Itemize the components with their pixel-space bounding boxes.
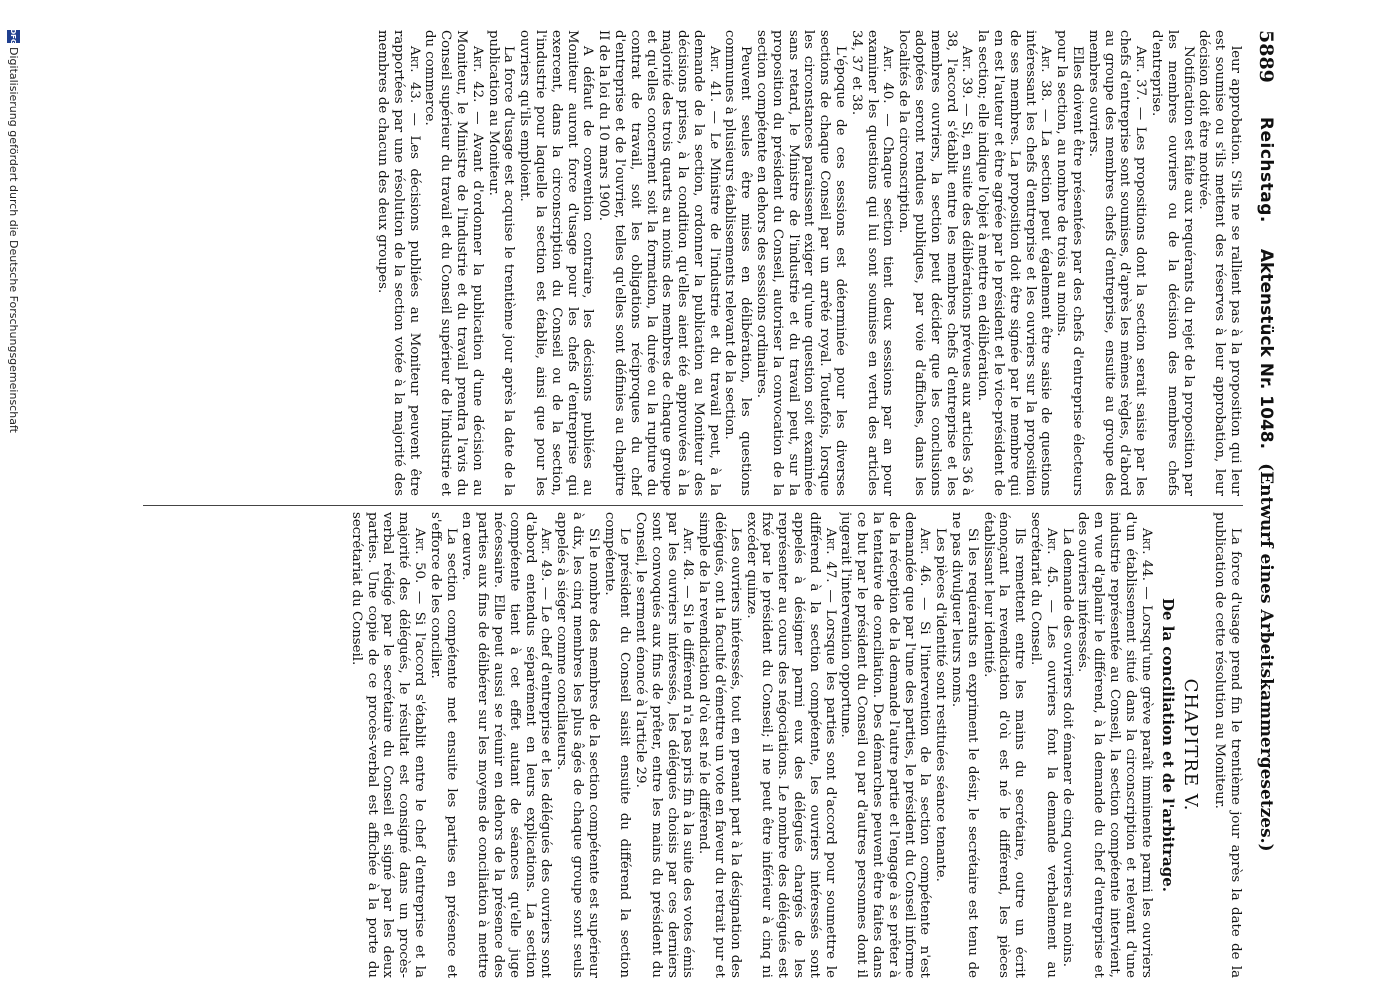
article-paragraph [1027, 512, 1059, 978]
article-number: Art. 42. [469, 46, 485, 103]
document-subtitle: (Entwurf eines Arbeitskammergesetzes.) [1256, 463, 1276, 852]
article-text: Notification est faite aux requérants du rejet de la proposition par les membres ouvriers ou de la décision des membres chefs d'entreprise. [1149, 30, 1196, 496]
article-paragraph [722, 30, 754, 496]
article-text: — La section peut également être saisie de questions intéressant les chefs d'entreprise et les ouvriers sur la proposition de ses membres. La proposition doit être signée par le membre qui en est l'auteur et être agréée par le président et le vice-président de la section; elle indique l'objet à mettre en délibération. [975, 30, 1054, 496]
article-paragraph [932, 512, 948, 978]
article-text: Peuvent seules être mises en délibération, les questions communes à plusieurs établissements relevant de la section. [722, 30, 754, 496]
document-issue: Aktenstück Nr. 1048. [1256, 248, 1276, 450]
article-text: — Lorsque les parties sont d'accord pour soumettre le différend à la section compétente, les ouvriers intéressés sont appelés à désigner parmi eux des délégués chargés de les représenter au cours des négociations. Le nombre des délégués est fixé par le président du Conseil; il ne peut être inférieur à cinq ni excéder quinze. [743, 512, 838, 978]
right-paragraphs [348, 512, 1154, 978]
article-paragraph [848, 30, 895, 496]
article-paragraph [1059, 512, 1075, 978]
chapter-title: CHAPITRE V. [1180, 678, 1202, 812]
article-text: La force d'usage est acquise le trentième jour après la date de la publication au Moniteur. [485, 30, 517, 496]
chapter-subtitle: De la conciliation et de l'arbitrage. [1159, 597, 1178, 893]
article-paragraph [422, 30, 485, 496]
article-paragraph [553, 512, 600, 978]
article-number: Art. 43. [406, 46, 422, 104]
article-number: Art. 39. [959, 46, 975, 99]
article-paragraph [743, 512, 838, 978]
left-column [123, 30, 1243, 496]
article-paragraph [374, 30, 421, 496]
article-number: Art. 41. [706, 46, 722, 103]
article-number: Art. 48. [680, 528, 696, 581]
article-text: — Avant d'ordonner la publication d'une décision au Moniteur, le Ministre de l'industrie et du travail prendra l'avis du Conseil supérieur du travail et du Conseil supérieur de l'industrie et du commerce. [422, 30, 485, 496]
article-text: A défaut de convention contraire, les décisions publiées au Moniteur auront force d'usage pour les chefs d'entreprise qui exercent, dans la circonscription du Conseil ou de la section, l'industrie pour laquelle la section est établie, ainsi que pour les ouvriers qu'ils emploient. [517, 30, 596, 496]
article-text: Les ouvriers intéressés, tout en prenant part à la désignation des délégués, ont la faculté d'émettre un vote en faveur du retrait pur et simple de la revendication d'où est né le différend. [696, 512, 743, 978]
column-divider [143, 505, 1243, 506]
article-text: — Si le différend n'a pas pris fin à la suite des votes émis par les ouvriers intéressés, les délégués choisis par ces derniers sont convoqués aux fins de prêter, entre les mains du président du Conseil, le serment énoncé à l'article 29. [633, 512, 696, 978]
article-text: — Les propositions dont la section serait saisie par les chefs d'entreprise sont soumises, d'après les mêmes règles, d'abord au groupe des membres chefs d'entreprise, ensuite au groupe des membres ouvriers. [1085, 30, 1149, 496]
article-number: Art. 44. [1138, 528, 1154, 582]
article-number: Art. 46. [917, 528, 933, 587]
article-paragraph [348, 512, 427, 978]
article-text: Les pièces d'identité sont restituées séance tenante. [933, 528, 949, 882]
article-text: leur approbation. S'ils ne se rallient pas à la proposition qui leur est soumise ou s'ils mettent des réserves à leur approbation, leur décision doit être motivée. [1196, 30, 1243, 496]
article-text: — Les ouvriers font la demande verbalement au secrétariat du Conseil. [1028, 512, 1059, 978]
article-paragraph [485, 30, 517, 496]
article-paragraph [1148, 30, 1195, 496]
article-number: Art. 38. [1038, 46, 1054, 102]
article-text: Elles doivent être présentées par des chefs d'entreprise électeurs pour la section, au nombre de trois au moins. [1054, 30, 1086, 496]
article-text: — Le chef d'entreprise et les délégués des ouvriers sont d'abord entendus séparément en leurs explications. La section compétente tient à cet effet autant de séances qu'elle juge nécessaire. Elle peut aussi se réunir en dehors de la présence des parties aux fins de délibérer sur les moyens de conciliation à mettre en œuvre. [459, 512, 554, 978]
article-text: — Si l'accord s'établit entre le chef d'entreprise et la majorité des délégués, le résultat est consigné dans un procès-verbal rédigé par le secrétaire du Conseil et signé par les deux parties. Une copie de ce procès-verbal est affichée à la porte du secrétariat du Conseil. [348, 512, 427, 978]
article-text: — Si l'intervention de la section compétente n'est demandée que par l'une des parties, le président du Conseil informe de la réception de la demande l'autre partie et l'engage à se prêter à la tentative de conciliation. Des démarches peuvent être faites dans ce but par le président du Conseil ou par d'autres personnes dont il jugerait l'intervention opportune. [838, 512, 933, 978]
article-paragraph [595, 30, 721, 496]
page-header [1249, 30, 1283, 975]
article-paragraph [1085, 30, 1148, 496]
article-number: Art. 47. [822, 528, 838, 583]
article-paragraph [895, 30, 974, 496]
article-paragraph [838, 512, 933, 978]
article-text: Le président du Conseil saisit ensuite du différend la section compétente. [601, 512, 633, 978]
article-number: Art. 37. [1133, 46, 1149, 101]
article-text: — Le Ministre de l'industrie et du travail peut, à la demande de la section, ordonner la publication au Moniteur des décisions prises, à la condition qu'elles aient été approuvées à la majorité des trois quarts au moins des membres de chaque groupe et qu'elles concernent soit la formation, la durée ou la rupture du contrat de travail, soit les obligations réciproques du chef d'entreprise et de l'ouvrier, telles qu'elles sont définies au chapitre II de la loi du 10 mars 1900. [596, 30, 722, 496]
article-paragraph [1075, 512, 1154, 978]
article-text: Si le nombre des membres de la section compétente est supérieur à dix, les cinq membres les plus âgés de chaque groupe sont seuls appelés à siéger comme conciliateurs. [554, 512, 601, 978]
publication-title: Reichstag. [1256, 116, 1276, 223]
article-paragraph [980, 512, 1027, 978]
article-paragraph [1196, 30, 1243, 496]
article-number: Art. 45. [1043, 528, 1059, 588]
article-text: — Chaque section tient deux sessions par an pour examiner les questions qui lui sont soumises en vertu des articles 34, 37 et 38. [848, 30, 896, 496]
article-text: Si les requérants en expriment le désir, le secrétaire est tenu de ne pas divulguer leurs noms. [949, 512, 980, 978]
article-paragraph [427, 512, 459, 978]
article-paragraph [948, 512, 980, 978]
article-number: Art. 40. [880, 46, 896, 104]
article-text: Ils remettent entre les mains du secrétaire, outre un écrit énonçant la revendication d'où est né le différend, les pièces établissant leur identité. [980, 512, 1028, 978]
article-paragraph [1053, 30, 1085, 496]
digitization-credit: Digitalisierung gefördert durch die Deutsche Forschungsgemeinschaft [7, 47, 20, 433]
article-text: — Si, en suite des délibérations prévues aux articles 36 à 38, l'accord s'établit entre les membres chefs d'entreprise et les membres ouvriers, la section peut décider que les conclusions adoptées seront rendues publiques, par voie d'affiches, dans les localités de la circonscription. [896, 30, 975, 496]
article-number: Art. 50. [411, 528, 427, 584]
article-paragraph [459, 512, 554, 978]
right-column [123, 512, 1243, 978]
article-text: La section compétente met ensuite les parties en présence et s'efforce de les concilier. [427, 512, 459, 978]
page-number: 5889 [1255, 30, 1277, 83]
article-paragraph [601, 512, 633, 978]
article-paragraph [696, 512, 743, 978]
article-paragraph [516, 30, 595, 496]
dfg-logo-icon: DFG [7, 30, 20, 43]
article-text: — Les décisions publiées au Moniteur peuvent être rapportées par une résolution de la section votée à la majorité des membres de chacun des deux groupes. [374, 30, 422, 496]
intro-paragraph: La force d'usage prend fin le trentième jour après la date de la publication de cette résolution au Moniteur. [1212, 512, 1243, 978]
digitization-footer [7, 30, 20, 433]
article-text: L'époque de ces sessions est déterminée pour les diverses sections de chaque Conseil par un arrêté royal. Toutefois, lorsque les circonstances paraissent exiger qu'une question soit examinée sans retard, le Ministre de l'industrie et du travail peut, sur la proposition du président du Conseil, autoriser la convocation de la section compétente en dehors des sessions ordinaires. [754, 30, 849, 496]
article-text: La demande des ouvriers doit émaner de cinq ouvriers au moins. [1059, 528, 1075, 968]
article-paragraph [632, 512, 695, 978]
article-paragraph [974, 30, 1053, 496]
article-text: — Lorsqu'une grève paraît imminente parmi les ouvriers d'un établissement situé dans la circonscription et relevant d'une industrie représentée au Conseil, la section compétente intervient, en vue d'aplanir le différend, à la demande du chef d'entreprise et des ouvriers intéressés. [1075, 512, 1154, 978]
article-number: Art. 49. [538, 528, 554, 582]
article-paragraph [753, 30, 848, 496]
